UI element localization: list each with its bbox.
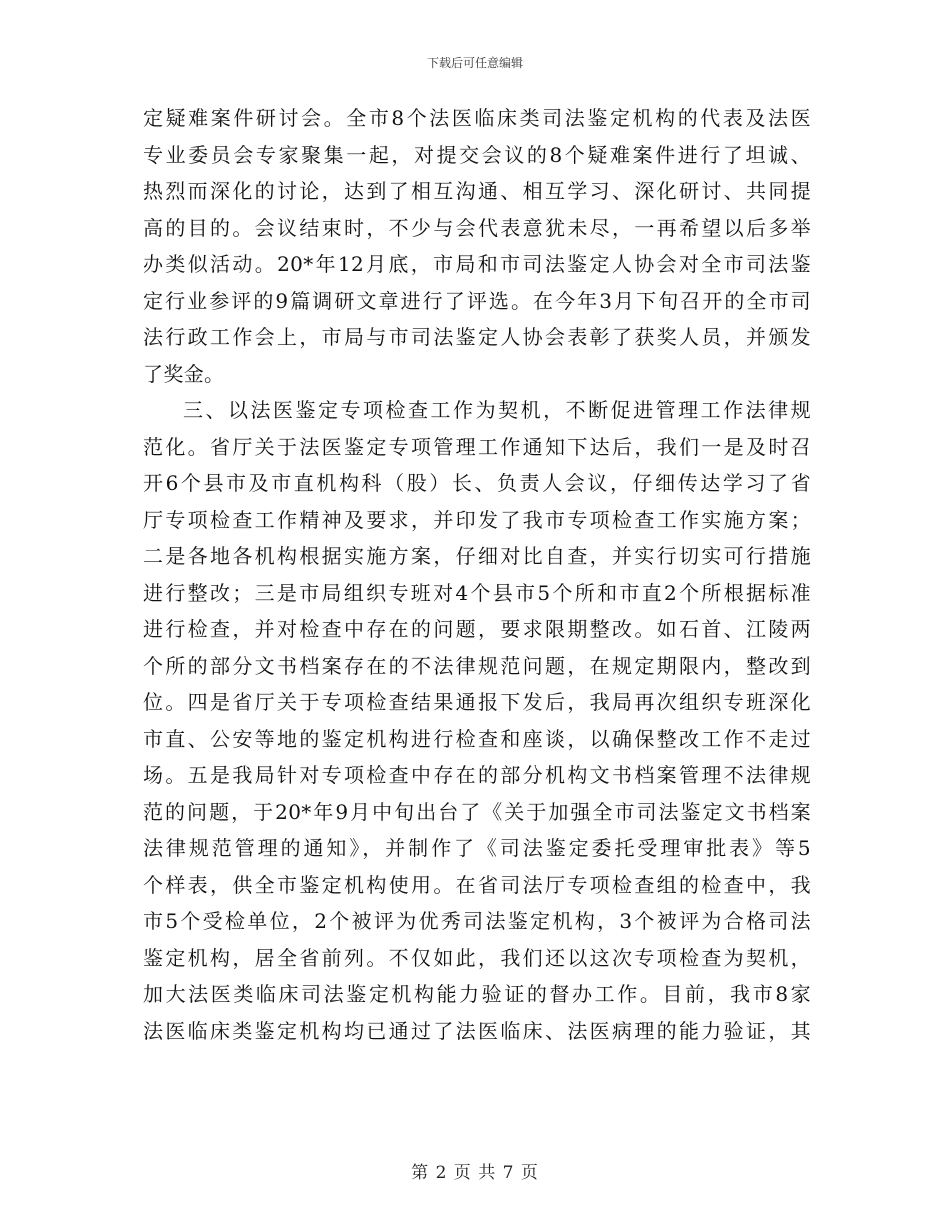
text-line: 个所的部分文书档案存在的不法律规范问题，在规定期限内，整改到: [143, 653, 811, 678]
text-line: 二是各地各机构根据实施方案，仔细对比自查，并实行切实可行措施: [143, 544, 811, 568]
text-line: 专业委员会专家聚集一起，对提交会议的8个疑难案件进行了坦诚、: [143, 142, 811, 167]
text-line: 了奖金。: [143, 361, 225, 386]
paragraph-start-line: 三、以法医鉴定专项检查工作为契机，不断促进管理工作法律规: [183, 398, 811, 422]
text-line: 开6个县市及市直机构科（股）长、负责人会议，仔细传达学习了省: [143, 471, 811, 495]
page-number-footer: 第 2 页 共 7 页: [411, 1163, 539, 1183]
text-line: 办类似活动。20*年12月底，市局和市司法鉴定人协会对全市司法鉴: [143, 252, 811, 276]
text-line: 市直、公安等地的鉴定机构进行检查和座谈，以确保整改工作不走过: [143, 726, 811, 751]
text-line: 厅专项检查工作精神及要求，并印发了我市专项检查工作实施方案；: [143, 507, 811, 532]
text-line: 法行政工作会上，市局与市司法鉴定人协会表彰了获奖人员，并颁发: [143, 325, 811, 349]
text-line: 进行整改；三是市局组织专班对4个县市5个所和市直2个所根据标准: [143, 580, 811, 605]
text-line: 范的问题，于20*年9月中旬出台了《关于加强全市司法鉴定文书档案: [143, 799, 811, 824]
text-line: 定疑难案件研讨会。全市8个法医临床类司法鉴定机构的代表及法医: [143, 106, 811, 130]
text-line: 个样表，供全市鉴定机构使用。在省司法厅专项检查组的检查中，我: [143, 872, 811, 897]
text-line: 法律规范管理的通知》，并制作了《司法鉴定委托受理审批表》等5: [143, 836, 811, 860]
page-header-note: 下载后可任意编辑: [426, 56, 523, 70]
text-line: 加大法医类临床司法鉴定机构能力验证的督办工作。目前，我市8家: [143, 982, 811, 1006]
text-line: 法医临床类鉴定机构均已通过了法医临床、法医病理的能力验证，其: [143, 1018, 811, 1043]
text-line: 鉴定机构，居全省前列。不仅如此，我们还以这次专项检查为契机，: [143, 945, 811, 970]
text-line: 市5个受检单位，2个被评为优秀司法鉴定机构，3个被评为合格司法: [143, 909, 811, 933]
text-line: 场。五是我局针对专项检查中存在的部分机构文书档案管理不法律规: [143, 763, 811, 787]
text-line: 高的目的。会议结束时，不少与会代表意犹未尽，一再希望以后多举: [143, 215, 811, 240]
body-text: [143, 100, 811, 1049]
text-line: 进行检查，并对检查中存在的问题，要求限期整改。如石首、江陵两: [143, 617, 811, 641]
text-line: 热烈而深化的讨论，达到了相互沟通、相互学习、深化研讨、共同提: [143, 179, 811, 203]
text-line: 位。四是省厅关于专项检查结果通报下发后，我局再次组织专班深化: [143, 690, 811, 714]
text-line: 范化。省厅关于法医鉴定专项管理工作通知下达后，我们一是及时召: [143, 434, 811, 459]
text-line: 定行业参评的9篇调研文章进行了评选。在今年3月下旬召开的全市司: [143, 288, 811, 313]
